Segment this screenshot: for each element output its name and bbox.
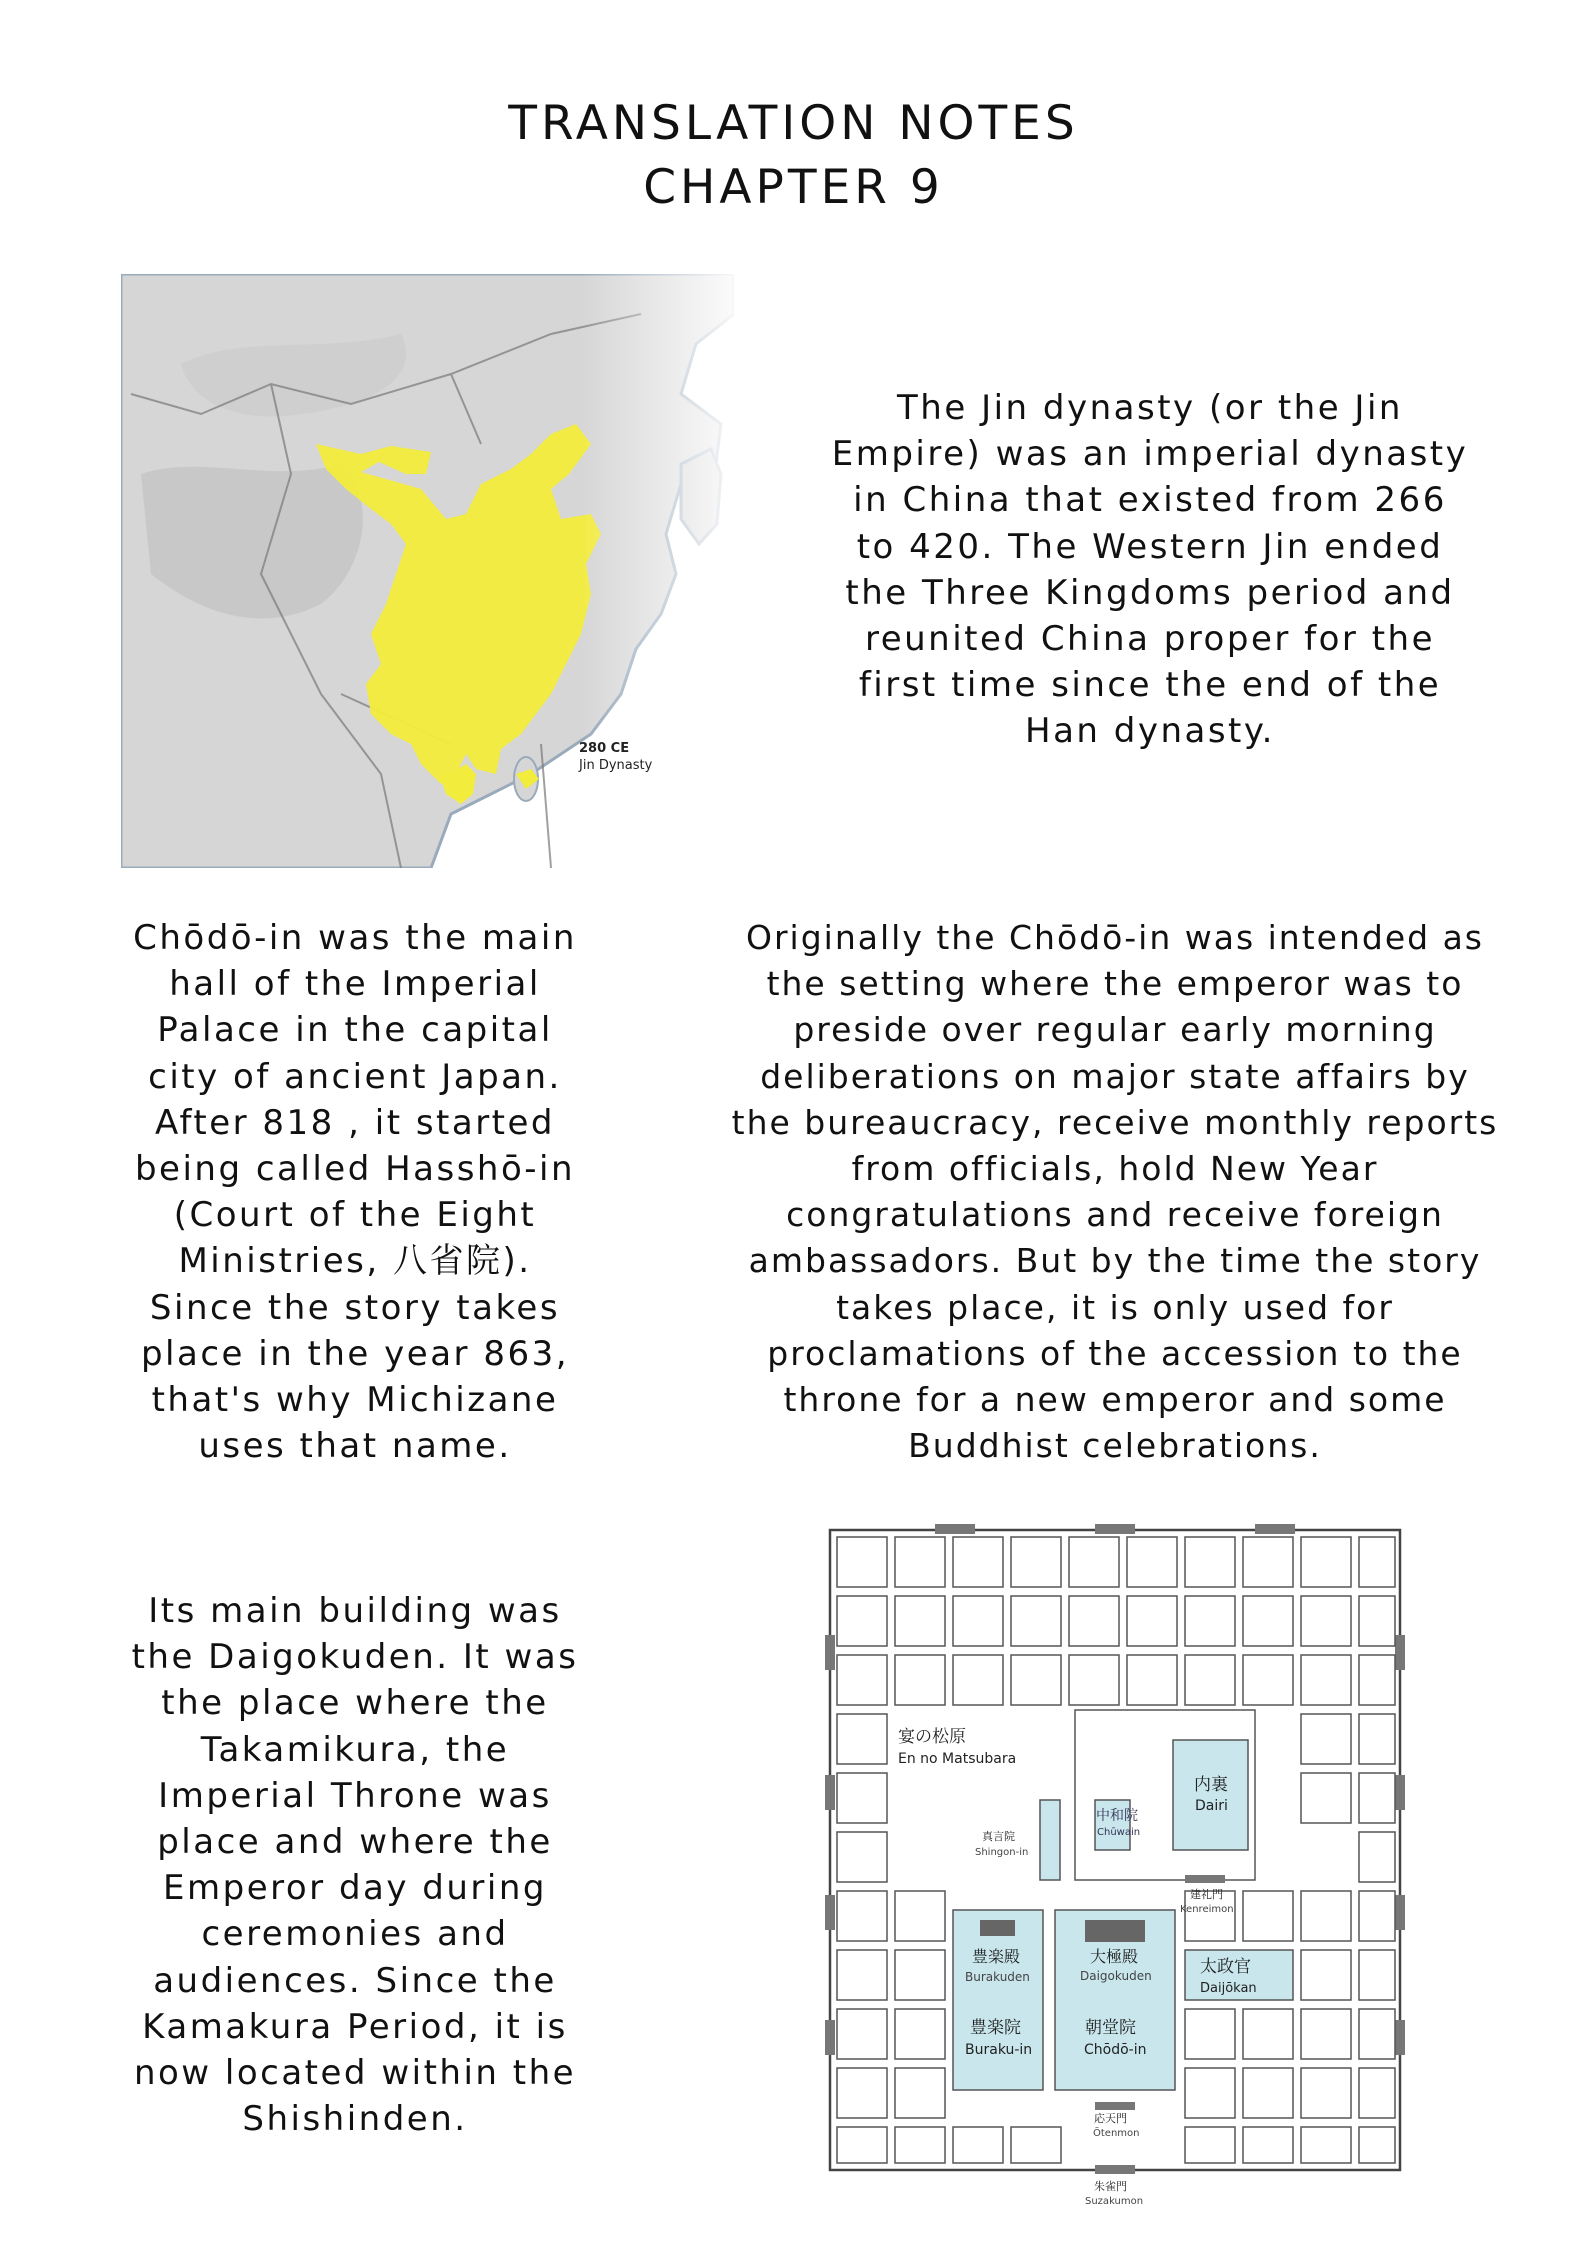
note-line: now located within the	[133, 2053, 577, 2094]
note-line: Palace in the capital	[157, 1010, 553, 1051]
note-line: the setting where the emperor was to	[766, 964, 1464, 1004]
note-line: deliberations on major state affairs by	[760, 1056, 1470, 1096]
page-title	[0, 92, 1587, 220]
note-line: Its main building was	[148, 1591, 562, 1631]
burakuden-roof	[980, 1920, 1015, 1936]
shingonin-jp: 真言院	[982, 1830, 1015, 1843]
note-line: Ministries, 八省院).	[178, 1241, 532, 1282]
note-line: Imperial Throne was	[158, 1775, 552, 1816]
suzakumon-jp: 朱雀門	[1094, 2180, 1127, 2193]
note-line: preside over regular early morning	[793, 1010, 1437, 1050]
dairi-label: Dairi	[1195, 1798, 1228, 1814]
gate	[1395, 1635, 1405, 1670]
note-line: place in the year 863,	[140, 1333, 570, 1374]
note-line: ambassadors. But by the time the story	[748, 1241, 1482, 1281]
gate	[1255, 1524, 1295, 1534]
suzakumon-gate	[1095, 2165, 1135, 2174]
gate	[1395, 2020, 1405, 2055]
note-line: ceremonies and	[201, 1914, 509, 1955]
kenreimon-jp: 建礼門	[1190, 1888, 1223, 1901]
burakuden-jp: 豊楽殿	[972, 1947, 1021, 1966]
note-line: Shishinden.	[242, 2099, 468, 2140]
chuwain-label: Chūwain	[1097, 1827, 1141, 1838]
note-line: (Court of the Eight	[173, 1195, 537, 1236]
burakuin-label: Buraku-in	[965, 2042, 1033, 2058]
note-line: uses that name.	[198, 1426, 512, 1467]
en-no-matsubara-jp: 宴の松原	[898, 1727, 966, 1747]
note-line: audiences. Since the	[153, 1960, 557, 2001]
chodoin-label: Chōdō-in	[1084, 2042, 1147, 2058]
note-line: reunited China proper for the	[864, 619, 1435, 660]
suzakumon-label: Suzakumon	[1085, 2196, 1144, 2207]
gate	[1395, 1895, 1405, 1930]
burakuin-block	[953, 1910, 1043, 2090]
note-line: first time since the end of the	[858, 665, 1442, 706]
gate	[825, 1895, 835, 1930]
note-line: congratulations and receive foreign	[786, 1195, 1444, 1235]
palace-plan-diagram	[820, 1520, 1420, 2210]
note-line: that's why Michizane	[151, 1380, 559, 1421]
note-line: Takamikura, the	[200, 1729, 510, 1770]
note-line: Empire) was an imperial dynasty	[831, 434, 1469, 475]
daigokuden-note	[110, 1588, 600, 2142]
note-line: throne for a new emperor and some	[783, 1380, 1447, 1420]
daigokuden-roof	[1085, 1920, 1145, 1942]
kenreimon-label: Kenreimon	[1180, 1904, 1234, 1915]
title-line-1: TRANSLATION NOTES	[508, 96, 1079, 151]
dajokan-jp: 太政官	[1200, 1957, 1251, 1977]
jin-dynasty-map	[121, 274, 734, 868]
note-line: city of ancient Japan.	[148, 1056, 562, 1097]
note-line: Han dynasty.	[1025, 711, 1275, 752]
chuwain-jp: 中和院	[1096, 1808, 1138, 1824]
note-line: The Jin dynasty (or the Jin	[897, 388, 1403, 428]
note-line: place and where the	[157, 1822, 553, 1863]
dairi-block	[1173, 1740, 1248, 1850]
gate	[825, 1635, 835, 1670]
otenmon-label: Ōtenmon	[1093, 2128, 1140, 2139]
shingonin-block	[1040, 1800, 1060, 1880]
note-line: Emperor day during	[163, 1868, 547, 1909]
note-line: hall of the Imperial	[169, 964, 541, 1005]
dajokan-label: Daijōkan	[1200, 1981, 1257, 1996]
gate	[825, 1775, 835, 1810]
gate	[825, 2020, 835, 2055]
map-label-name: Jin Dynasty	[579, 758, 653, 773]
note-line: Chōdō-in was the main	[133, 918, 577, 958]
title-line-2: CHAPTER 9	[643, 160, 944, 215]
gate	[1095, 1524, 1135, 1534]
gate	[1395, 1775, 1405, 1810]
burakuden-label: Burakuden	[965, 1970, 1030, 1984]
note-line: the place where the	[161, 1683, 549, 1724]
en-no-matsubara-label: En no Matsubara	[898, 1751, 1017, 1767]
otenmon-gate	[1095, 2102, 1135, 2110]
otenmon-jp: 応天門	[1094, 2112, 1127, 2125]
kenreimon-gate	[1185, 1875, 1225, 1883]
note-line: being called Hasshō-in	[134, 1149, 576, 1190]
daigokuden-jp: 大極殿	[1090, 1947, 1139, 1966]
daigokuden-label: Daigokuden	[1080, 1969, 1152, 1983]
note-line: Buddhist celebrations.	[908, 1426, 1322, 1466]
note-line: the bureaucracy, receive monthly reports	[731, 1102, 1499, 1142]
burakuin-jp: 豊楽院	[970, 2018, 1021, 2038]
note-line: the Daigokuden. It was	[131, 1637, 579, 1678]
note-line: Originally the Chōdō-in was intended as	[746, 918, 1484, 957]
note-line: Since the story takes	[149, 1287, 561, 1328]
note-line: from officials, hold New Year	[851, 1149, 1379, 1189]
note-line: takes place, it is only used for	[836, 1287, 1394, 1327]
note-line: the Three Kingdoms period and	[845, 572, 1455, 613]
note-line: proclamations of the accession to the	[767, 1333, 1463, 1373]
map-label-year: 280 CE	[579, 741, 630, 756]
note-line: in China that existed from 266	[853, 480, 1447, 521]
dairi-jp: 内裏	[1194, 1775, 1228, 1795]
gate	[935, 1524, 975, 1534]
note-line: Kamakura Period, it is	[142, 2006, 568, 2047]
chodoin-note	[110, 915, 600, 1469]
shingonin-label: Shingon-in	[975, 1847, 1029, 1858]
chodoin-jp: 朝堂院	[1085, 2018, 1136, 2038]
jin-dynasty-note	[820, 385, 1480, 755]
chodoin-purpose-note	[690, 915, 1540, 1469]
note-line: After 818 , it started	[154, 1102, 556, 1143]
note-line: to 420. The Western Jin ended	[856, 526, 1444, 567]
